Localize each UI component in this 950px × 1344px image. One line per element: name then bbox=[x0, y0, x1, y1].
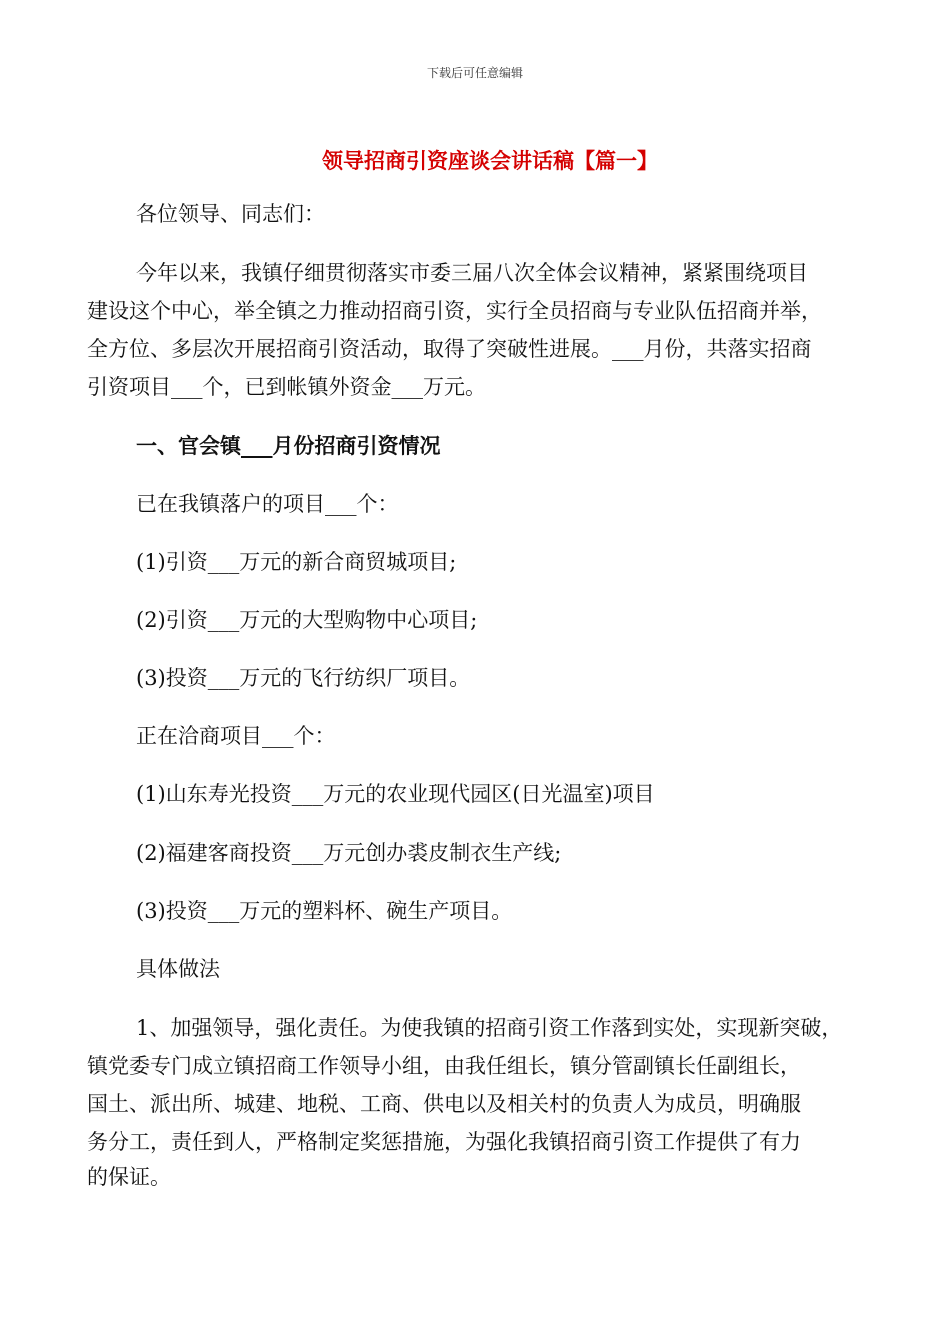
document-title: 领导招商引资座谈会讲话稿【篇一】 bbox=[322, 148, 658, 173]
method-line: 的保证。 bbox=[87, 1165, 171, 1189]
negotiating-intro: 正在洽商项目___个： bbox=[136, 724, 336, 748]
list-item: (2)引资___万元的大型购物中心项目; bbox=[136, 608, 478, 632]
method-line: 国土、派出所、城建、地税、工商、供电以及相关村的负责人为成员，明确服 bbox=[87, 1092, 801, 1116]
section-heading: 一、官会镇___月份招商引资情况 bbox=[136, 433, 441, 458]
intro-line: 建设这个中心，举全镇之力推动招商引资，实行全员招商与专业队伍招商并举， bbox=[87, 299, 822, 323]
method-line: 镇党委专门成立镇招商工作领导小组，由我任组长，镇分管副镇长任副组长， bbox=[87, 1054, 801, 1078]
method-line: 务分工，责任到人，严格制定奖惩措施，为强化我镇招商引资工作提供了有力 bbox=[87, 1130, 801, 1154]
salutation: 各位领导、同志们： bbox=[136, 202, 325, 226]
intro-line: 引资项目___个，已到帐镇外资金___万元。 bbox=[87, 375, 486, 399]
list-item: (1)引资___万元的新合商贸城项目; bbox=[136, 550, 457, 574]
list-item: (2)福建客商投资___万元创办裘皮制衣生产线; bbox=[136, 841, 562, 865]
methods-heading: 具体做法 bbox=[136, 957, 220, 981]
list-item: (3)投资___万元的飞行纺织厂项目。 bbox=[136, 666, 471, 690]
method-line: 1、加强领导，强化责任。为使我镇的招商引资工作落到实处，实现新突破， bbox=[136, 1016, 843, 1040]
list-item: (3)投资___万元的塑料杯、碗生产项目。 bbox=[136, 899, 513, 923]
header-note: 下载后可任意编辑 bbox=[426, 66, 523, 80]
list-item: (1)山东寿光投资___万元的农业现代园区(日光温室)项目 bbox=[136, 782, 655, 806]
settled-intro: 已在我镇落户的项目___个： bbox=[136, 492, 399, 516]
intro-line: 今年以来，我镇仔细贯彻落实市委三届八次全体会议精神，紧紧围绕项目 bbox=[136, 261, 808, 285]
intro-line: 全方位、多层次开展招商引资活动，取得了突破性进展。___月份，共落实招商 bbox=[87, 337, 812, 361]
